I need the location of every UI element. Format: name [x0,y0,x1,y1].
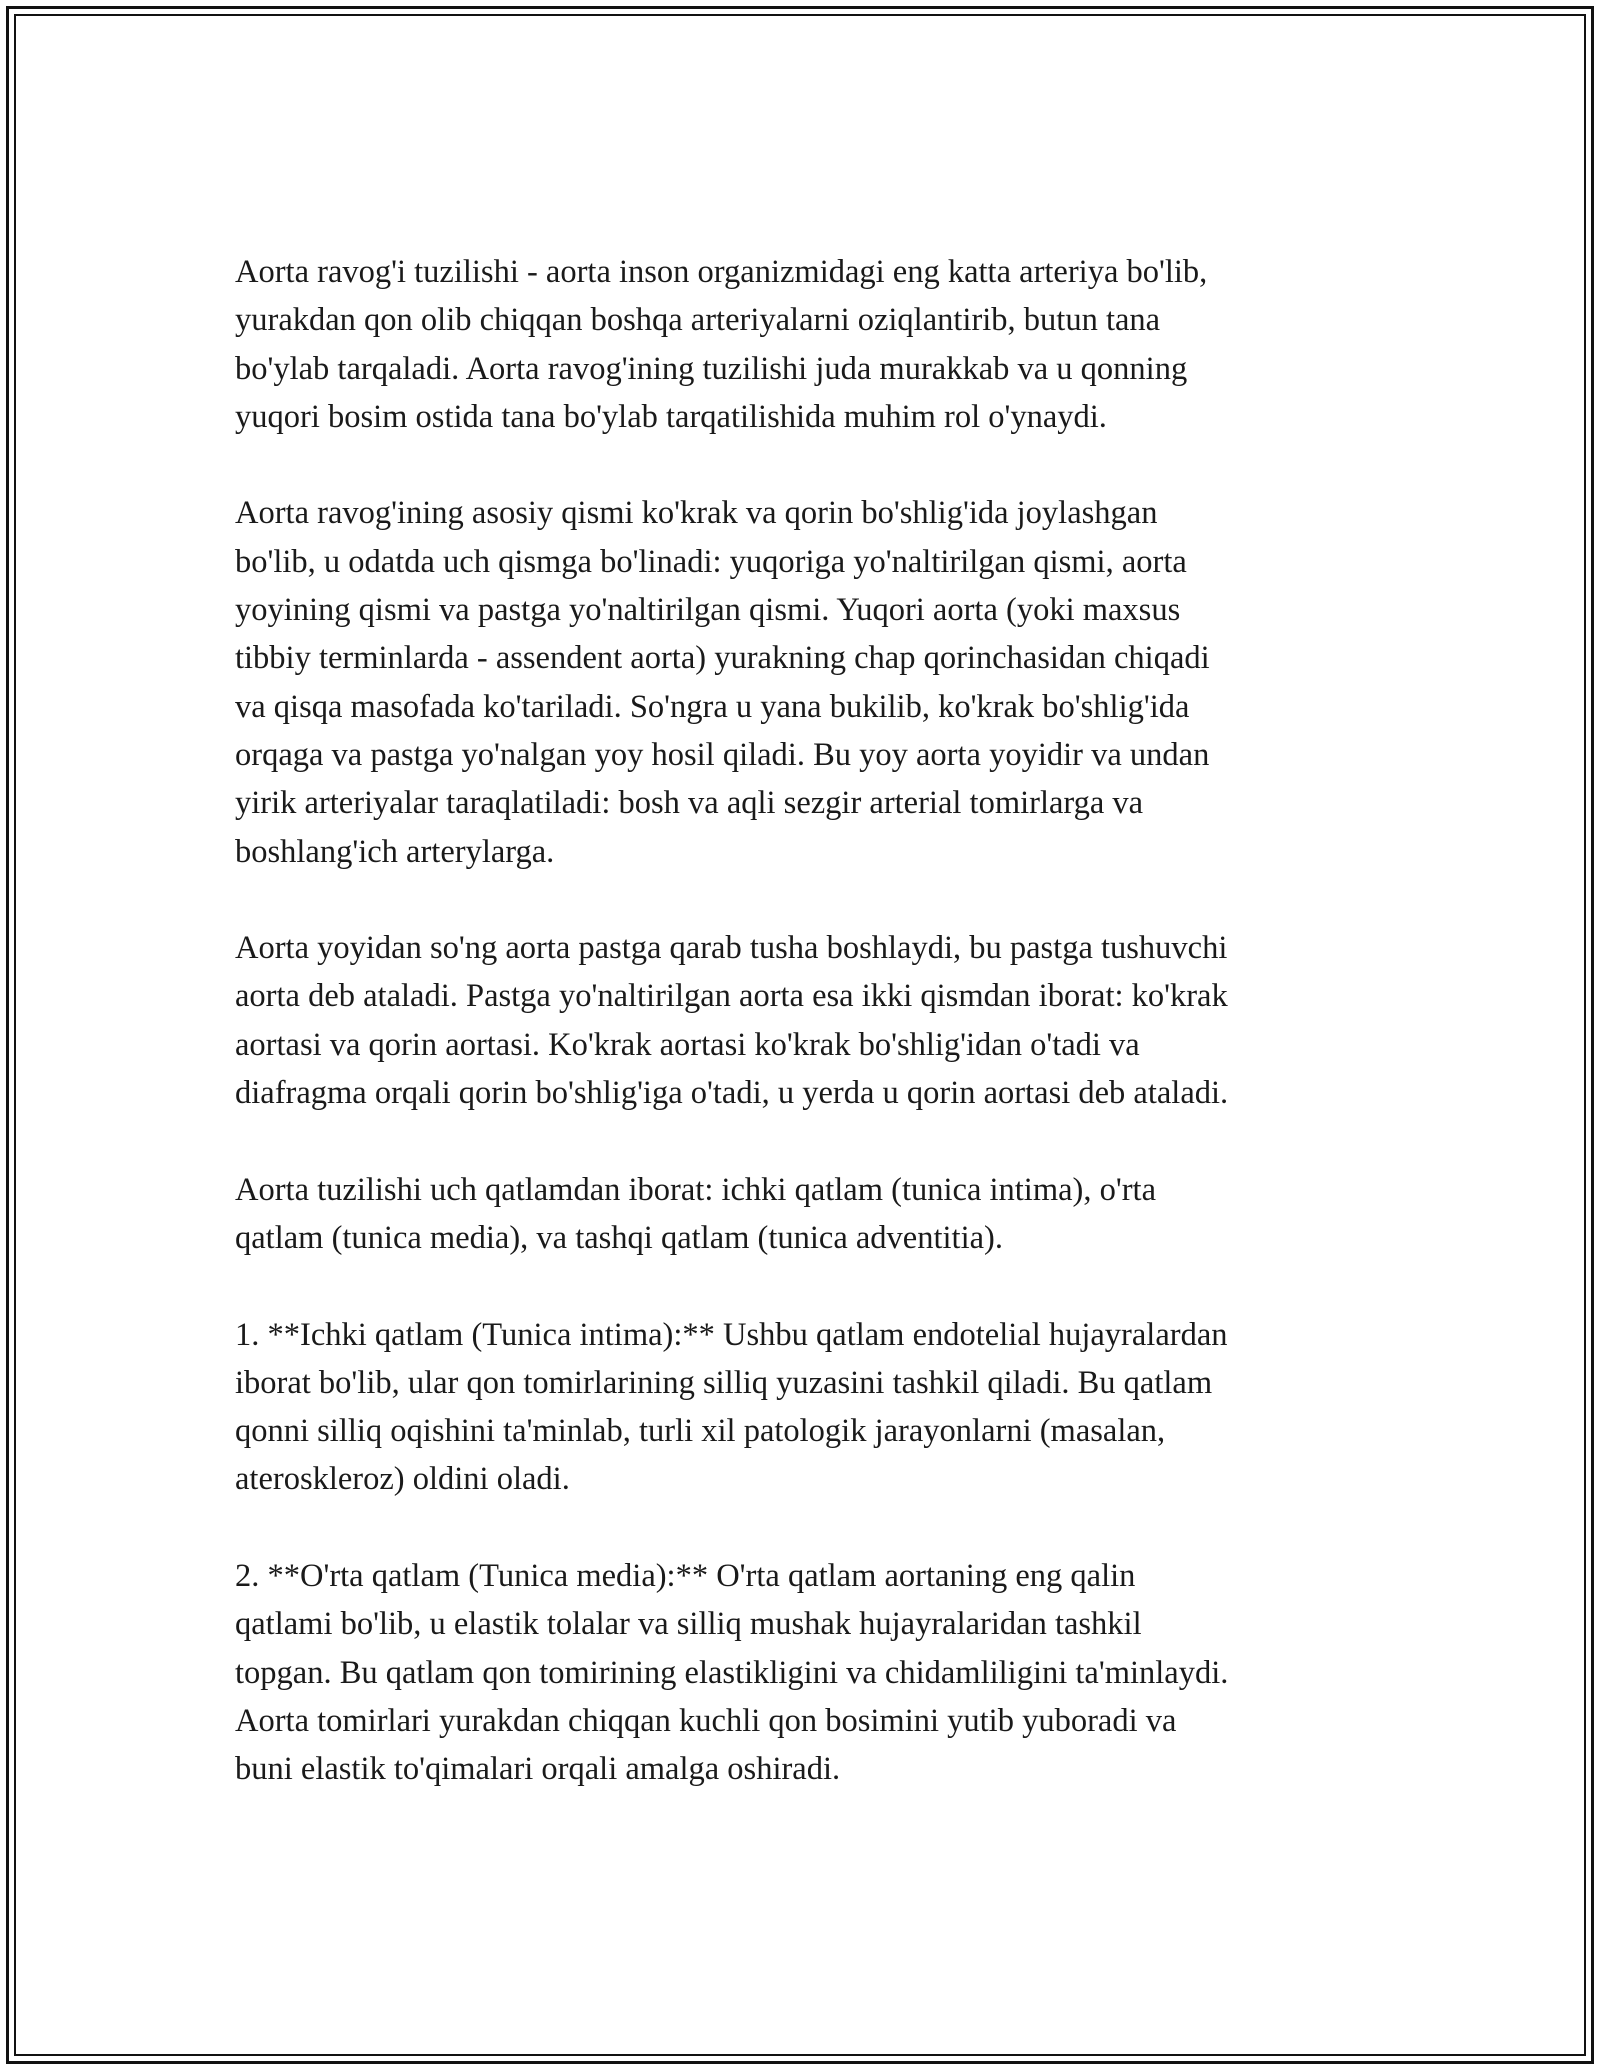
paragraph-aortic-arch-parts: Aorta ravog'ining asosiy qismi ko'krak va qorin bo'shlig'ida joylashgan bo'lib, u odatda uch qismga bo'linadi: yuqoriga yo'naltirilgan qismi, aorta yoyining qismi va pastga yo'naltirilgan qismi. Yuqori aorta (yoki maxsus tibbiy terminlarda - assendent aorta) yurakning chap qorinchasidan chiqadi va qisqa masofada ko'tariladi. So'ngra u yana bukilib, ko'krak bo'shlig'ida orqaga va pastga yo'nalgan yoy hosil qiladi. Bu yoy aorta yoyidir va undan yirik arteriyalar taraqlatiladi: bosh va aqli sezgir arterial tomirlarga va boshlang'ich arterylarga. [235,495,1210,870]
paragraph-aortic-layers: Aorta tuzilishi uch qatlamdan iborat: ichki qatlam (tunica intima), o'rta qatlam (tunica media), va tashqi qatlam (tunica adventitia). [235,1171,1156,1256]
paragraph-tunica-media: 2. **O'rta qatlam (Tunica media):** O'rta qatlam aortaning eng qalin qatlami bo'lib, u elastik tolalar va silliq mushak hujayralaridan tashkil topgan. Bu qatlam qon tomirining elastikligini va chidamliligini ta'minlaydi. Aorta tomirlari yurakdan chiqqan kuchli qon bosimini yutib yuboradi va buni elastik to'qimalari orqali amalga oshiradi. [235,1558,1229,1788]
paragraph-aortic-arch-intro: Aorta ravog'i tuzilishi - aorta inson organizmidagi eng katta arteriya bo'lib, yurakdan qon olib chiqqan boshqa arteriyalarni oziqlantirib, butun tana bo'ylab tarqaladi. Aorta ravog'ining tuzilishi juda murakkab va u qonning yuqori bosim ostida tana bo'ylab tarqatilishida muhim rol o'ynaydi. [235,254,1208,435]
paragraph-descending-aorta: Aorta yoyidan so'ng aorta pastga qarab tusha boshlaydi, bu pastga tushuvchi aorta deb ataladi. Pastga yo'naltirilgan aorta esa ikki qismdan iborat: ko'krak aortasi va qorin aortasi. Ko'krak aortasi ko'krak bo'shlig'idan o'tadi va diafragma orqali qorin bo'shlig'iga o'tadi, u yerda u qorin aortasi deb ataladi. [235,930,1229,1112]
paragraph-tunica-intima: 1. **Ichki qatlam (Tunica intima):** Ushbu qatlam endotelial hujayralardan iborat bo'lib, ular qon tomirlarining silliq yuzasini tashkil qiladi. Bu qatlam qonni silliq oqishini ta'minlab, turli xil patologik jarayonlarni (masalan, ateroskleroz) oldini oladi. [235,1316,1228,1498]
document-body [235,248,1375,1794]
